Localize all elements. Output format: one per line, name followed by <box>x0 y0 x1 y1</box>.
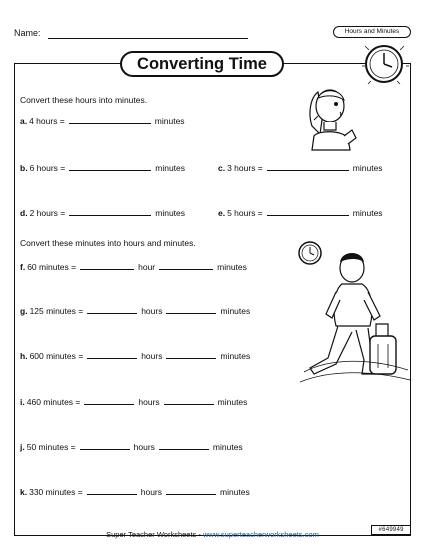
problem-c <box>218 163 383 173</box>
problem-prompt: 5 hours = <box>227 208 263 218</box>
problem-unit: minutes <box>155 163 186 173</box>
problem-unit-hours: hours <box>140 487 162 497</box>
problem-g <box>20 306 250 316</box>
traveler-illustration <box>300 240 410 385</box>
part2-instruction: Convert these minutes into hours and minutes. <box>20 238 196 248</box>
problem-d <box>20 208 185 218</box>
minutes-blank[interactable] <box>166 306 216 314</box>
problem-prompt: 6 hours = <box>29 163 66 173</box>
hours-blank[interactable] <box>87 351 137 359</box>
problem-unit-hours: hours <box>141 306 163 316</box>
problem-unit: minutes <box>352 163 383 173</box>
topic-badge: Hours and Minutes <box>333 26 411 38</box>
minutes-blank[interactable] <box>159 442 209 450</box>
problem-label: k. <box>20 487 28 497</box>
problem-unit: minutes <box>154 116 185 126</box>
name-field[interactable] <box>48 38 248 39</box>
girl-illustration <box>300 80 362 150</box>
problem-prompt: 4 hours = <box>29 116 65 126</box>
footer-site-name: Super Teacher Worksheets <box>106 530 197 539</box>
problem-label: f. <box>20 262 26 272</box>
problem-h <box>20 351 250 361</box>
hours-blank[interactable] <box>87 306 137 314</box>
problem-unit-hours: hours <box>138 397 160 407</box>
problem-label: j. <box>20 442 25 452</box>
problem-unit-minutes: minutes <box>220 351 251 361</box>
problem-unit-hours: hours <box>133 442 155 452</box>
answer-blank[interactable] <box>69 116 151 124</box>
problem-a <box>20 116 185 126</box>
problem-k <box>20 487 250 497</box>
answer-blank[interactable] <box>69 163 151 171</box>
problem-unit-minutes: minutes <box>217 397 248 407</box>
problem-unit-minutes: minutes <box>212 442 243 452</box>
problem-label: a. <box>20 116 28 126</box>
minutes-blank[interactable] <box>166 351 216 359</box>
answer-blank[interactable] <box>69 208 151 216</box>
clock-icon <box>360 40 410 90</box>
problem-b <box>20 163 185 173</box>
problem-prompt: 460 minutes = <box>26 397 81 407</box>
problem-label: b. <box>20 163 28 173</box>
problem-unit-minutes: minutes <box>220 306 251 316</box>
problem-unit-minutes: minutes <box>220 487 250 497</box>
problem-label: c. <box>218 163 226 173</box>
problem-label: g. <box>20 306 28 316</box>
minutes-blank[interactable] <box>164 397 214 405</box>
problem-unit: minutes <box>155 208 186 218</box>
hours-blank[interactable] <box>84 397 134 405</box>
page-title: Converting Time <box>120 51 284 77</box>
minutes-blank[interactable] <box>166 487 216 495</box>
name-label: Name: <box>14 28 41 38</box>
problem-prompt: 3 hours = <box>227 163 263 173</box>
footer-separator: - <box>196 530 203 539</box>
problem-label: d. <box>20 208 28 218</box>
problem-prompt: 330 minutes = <box>29 487 83 497</box>
problem-unit-hours: hour <box>138 262 156 272</box>
problem-prompt: 125 minutes = <box>29 306 84 316</box>
problem-label: e. <box>218 208 226 218</box>
problem-prompt: 50 minutes = <box>26 442 76 452</box>
problem-prompt: 60 minutes = <box>27 262 77 272</box>
problem-label: h. <box>20 351 28 361</box>
hours-blank[interactable] <box>87 487 137 495</box>
answer-blank[interactable] <box>267 163 349 171</box>
answer-blank[interactable] <box>267 208 349 216</box>
problem-unit-hours: hours <box>141 351 163 361</box>
problem-unit-minutes: minutes <box>217 262 247 272</box>
problem-prompt: 600 minutes = <box>29 351 84 361</box>
problem-j <box>20 442 243 452</box>
part1-instruction: Convert these hours into minutes. <box>20 95 148 105</box>
footer-url-link[interactable]: www.superteacherworksheets.com <box>202 530 319 539</box>
footer <box>0 530 425 539</box>
problem-i <box>20 397 247 407</box>
worksheet-code: #649949 <box>371 525 411 535</box>
problem-label: i. <box>20 397 25 407</box>
hours-blank[interactable] <box>80 262 134 270</box>
minutes-blank[interactable] <box>159 262 213 270</box>
problem-f <box>20 262 247 272</box>
problem-e <box>218 208 383 218</box>
problem-prompt: 2 hours = <box>29 208 66 218</box>
hours-blank[interactable] <box>80 442 130 450</box>
problem-unit: minutes <box>352 208 383 218</box>
